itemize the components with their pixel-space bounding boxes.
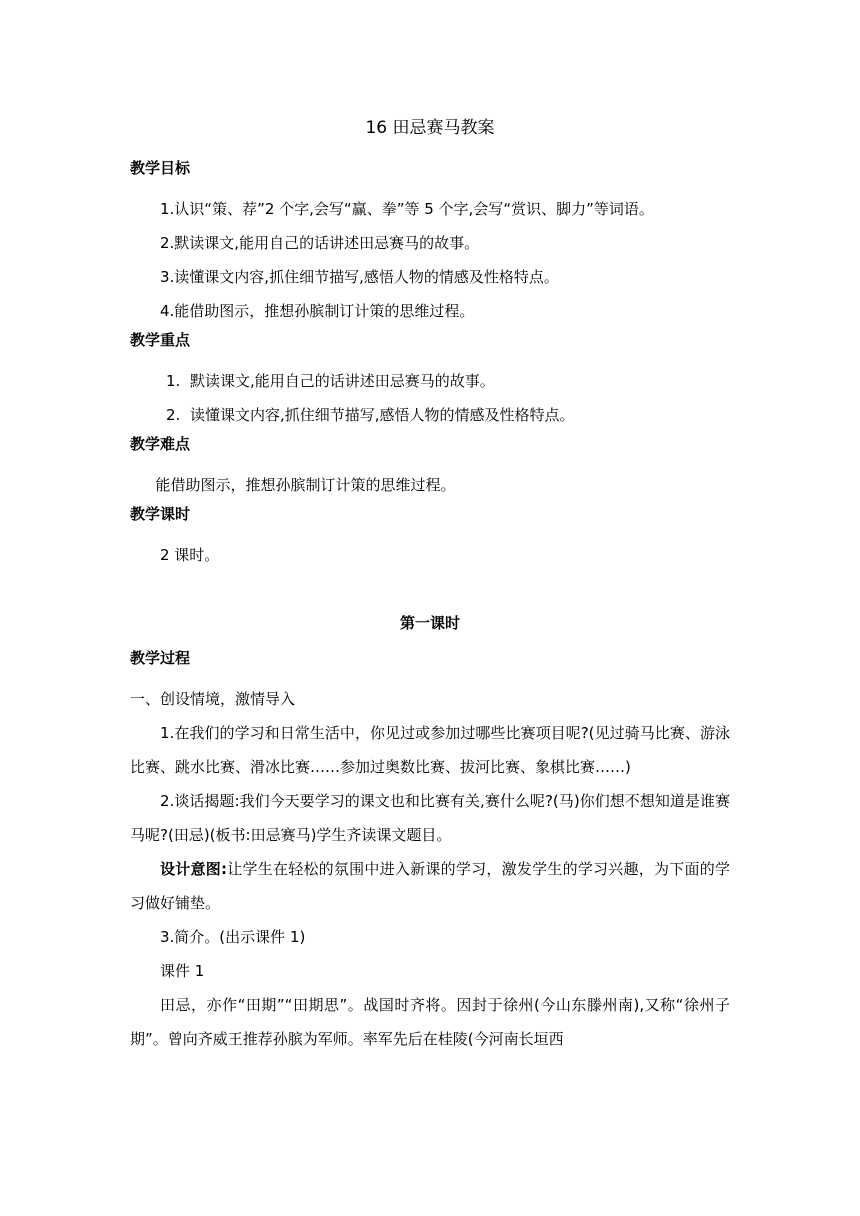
section-heading: 第一课时 — [399, 614, 460, 632]
difficulties-heading: 教学难点 — [130, 435, 191, 453]
objective-item: 4.能借助图示，推想孙膑制订计策的思维过程。 — [160, 302, 475, 320]
key-point-item — [130, 364, 730, 398]
paragraph: 1.在我们的学习和日常生活中，你见过或参加过哪些比赛项目呢?(见过骑马比赛、游泳比赛、跳水比赛、滑冰比赛……参加过奥数比赛、拔河比赛、象棋比赛……) — [130, 724, 730, 776]
difficulties-text: 能借助图示，推想孙膑制订计策的思维过程。 — [155, 476, 456, 494]
hours-text: 2 课时。 — [160, 546, 220, 564]
document-body — [130, 114, 730, 1056]
design-intent-paragraph — [130, 852, 730, 920]
courseware-label: 课件 1 — [160, 962, 205, 980]
key-point-item — [130, 398, 730, 432]
design-intent-label: 设计意图: — [160, 860, 227, 878]
objectives-heading: 教学目标 — [130, 159, 191, 177]
key-points-heading: 教学重点 — [130, 331, 191, 349]
document-title: 16 田忌赛马教案 — [365, 118, 495, 138]
key-point-text: 默读课文,能用自己的话讲述田忌赛马的故事。 — [190, 372, 495, 390]
design-intent-text: 让学生在轻松的氛围中进入新课的学习，激发学生的学习兴趣，为下面的学习做好铺垫。 — [130, 860, 731, 912]
paragraph: 2.谈话揭题:我们今天要学习的课文也和比赛有关,赛什么呢?(马)你们想不想知道是谁赛马呢?(田忌)(板书:田忌赛马)学生齐读课文题目。 — [130, 792, 730, 844]
part-heading: 一、创设情境，激情导入 — [130, 690, 296, 708]
key-point-number: 2. — [166, 406, 181, 424]
process-heading: 教学过程 — [130, 649, 191, 667]
key-point-number: 1. — [166, 372, 181, 390]
objective-item: 2.默读课文,能用自己的话讲述田忌赛马的故事。 — [160, 234, 480, 252]
paragraph: 3.简介。(出示课件 1) — [160, 928, 306, 946]
objective-item: 1.认识“策、荐”2 个字,会写“赢、拳”等 5 个字,会写“赏识、脚力”等词语。 — [160, 200, 654, 218]
key-point-text: 读懂课文内容,抓住细节描写,感悟人物的情感及性格特点。 — [190, 406, 575, 424]
objective-item: 3.读懂课文内容,抓住细节描写,感悟人物的情感及性格特点。 — [160, 268, 559, 286]
paragraph: 田忌，亦作“田期”“田期思”。战国时齐将。因封于徐州(今山东滕州南),又称“徐州子期”。曾向齐威王推荐孙膑为军师。率军先后在桂陵(今河南长垣西 — [130, 996, 730, 1048]
hours-heading: 教学课时 — [130, 505, 191, 523]
